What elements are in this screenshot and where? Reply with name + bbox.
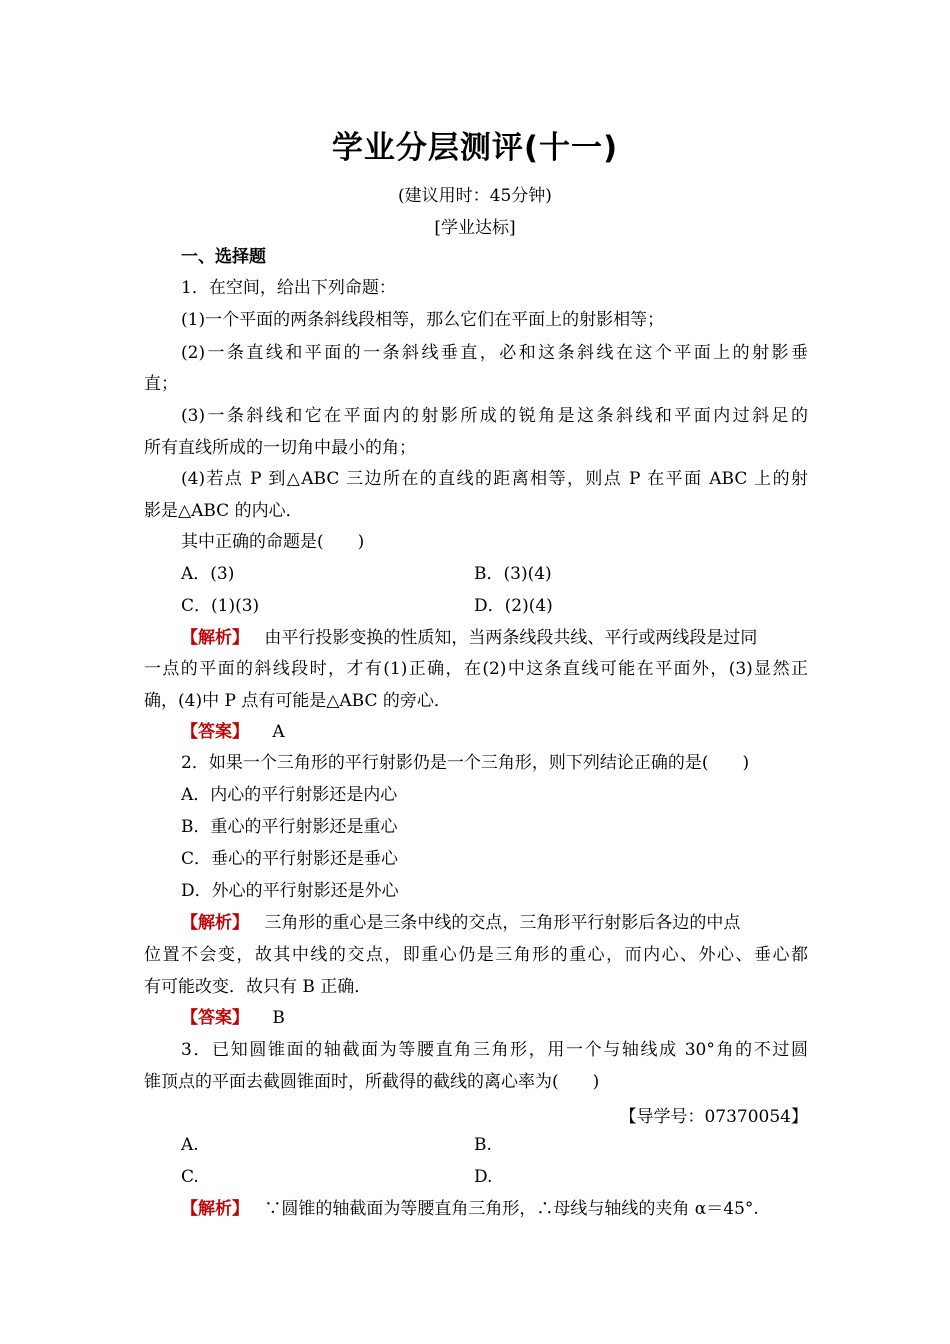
level-heading: [学业达标] <box>434 218 516 238</box>
q1-proposition-4a: (4)若点 P 到△ABC 三边所在的直线的距离相等，则点 P 在平面 ABC 上的射 <box>181 469 808 489</box>
q3-stem-1: 3．已知圆锥面的轴截面为等腰直角三角形，用一个与轴线成 30°角的不过圆 <box>181 1040 808 1060</box>
q2-option-b: B．重心的平行射影还是重心 <box>181 817 398 837</box>
q2-answer-line <box>181 1006 808 1030</box>
q3-options-row-2 <box>181 1165 808 1189</box>
q1-analysis-text-1: 由平行投影变换的性质知，当两条线段共线、平行或两线段是过同 <box>264 628 758 648</box>
q1-options-row-1 <box>181 562 808 586</box>
q2-answer-tag: 【答案】 <box>181 1008 249 1028</box>
q1-ask: 其中正确的命题是( ) <box>181 532 365 552</box>
time-note: (建议用时：45分钟) <box>398 186 552 206</box>
q1-stem: 1．在空间，给出下列命题： <box>181 278 396 298</box>
q1-proposition-3b: 所有直线所成的一切角中最小的角； <box>144 438 416 458</box>
q2-answer: B <box>272 1008 285 1028</box>
q3-analysis-tag: 【解析】 <box>181 1199 249 1219</box>
q3-options-row-1 <box>181 1133 808 1157</box>
q2-analysis-tag: 【解析】 <box>181 913 249 933</box>
q1-analysis-line-3: 确，(4)中 P 点有可能是△ABC 的旁心． <box>144 691 451 711</box>
q1-proposition-1: (1)一个平面的两条斜线段相等，那么它们在平面上的射影相等； <box>181 310 665 330</box>
q1-option-d: D．(2)(4) <box>474 596 553 616</box>
q1-options-row-2 <box>181 594 808 618</box>
q1-proposition-2b: 直； <box>144 374 178 394</box>
q1-option-a: A．(3) <box>181 564 235 584</box>
page-title: 学业分层测评(十一) <box>331 130 619 166</box>
q1-proposition-3a: (3)一条斜线和它在平面内的射影所成的锐角是这条斜线和平面内过斜足的 <box>181 406 808 426</box>
q1-option-c: C．(1)(3) <box>181 596 260 616</box>
q1-answer: A <box>272 722 285 742</box>
q3-option-b: B. <box>474 1135 492 1155</box>
q1-option-b: B．(3)(4) <box>474 564 552 584</box>
q2-analysis-line-2: 位置不会变，故其中线的交点，即重心仍是三角形的重心，而内心、外心、垂心都 <box>144 945 808 965</box>
q2-analysis-line-3: 有可能改变．故只有 B 正确． <box>144 977 372 997</box>
section-heading: 一、选择题 <box>181 247 266 267</box>
q1-proposition-4b: 影是△ABC 的内心． <box>144 501 303 521</box>
q2-option-d: D．外心的平行射影还是外心 <box>181 881 399 901</box>
q2-analysis-line-1 <box>181 911 808 935</box>
q2-stem: 2．如果一个三角形的平行射影仍是一个三角形，则下列结论正确的是( ) <box>181 753 750 773</box>
q3-analysis-line-1 <box>181 1197 808 1221</box>
q1-analysis-tag: 【解析】 <box>181 628 249 648</box>
q2-analysis-text-1: 三角形的重心是三条中线的交点，三角形平行射影后各边的中点 <box>264 913 741 933</box>
q1-analysis-line-2: 一点的平面的斜线段时，才有(1)正确，在(2)中这条直线可能在平面外，(3)显然正 <box>144 659 808 679</box>
guide-number: 【导学号：07370054】 <box>619 1107 808 1127</box>
q1-analysis-line-1 <box>181 626 808 650</box>
q3-stem-2: 锥顶点的平面去截圆锥面时，所截得的截线的离心率为( ) <box>144 1072 600 1092</box>
q3-analysis-text-1: ∵圆锥的轴截面为等腰直角三角形，∴母线与轴线的夹角 α＝45°. <box>264 1199 759 1219</box>
q2-option-c: C．垂心的平行射影还是垂心 <box>181 849 399 869</box>
q3-option-d: D. <box>474 1167 493 1187</box>
q3-option-c: C. <box>181 1167 199 1187</box>
q1-answer-line <box>181 720 808 744</box>
q1-proposition-2a: (2)一条直线和平面的一条斜线垂直，必和这条斜线在这个平面上的射影垂 <box>181 343 808 363</box>
q3-option-a: A. <box>181 1135 199 1155</box>
q2-option-a: A．内心的平行射影还是内心 <box>181 785 398 805</box>
q1-answer-tag: 【答案】 <box>181 722 249 742</box>
